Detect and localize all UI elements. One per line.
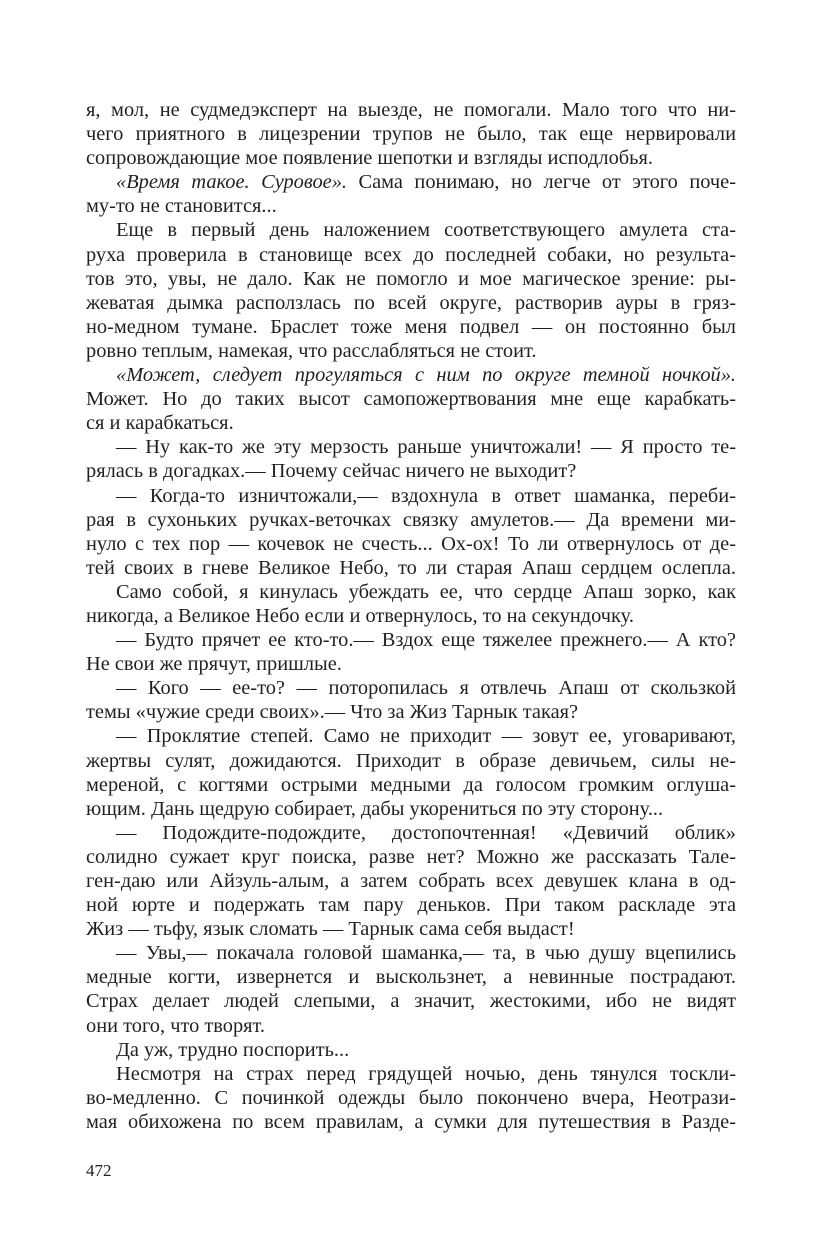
text-line: — Подождите-подождите, достопочтенная! «Девичий облик»: [116, 821, 736, 844]
text-line: Несмотря на страх перед грядущей ночью, день тянулся тоскли-: [116, 1062, 736, 1085]
text-line: «Время такое. Суровое». Сама понимаю, но легче от этого поче-: [116, 171, 736, 194]
text-line: — Ну как-то же эту мерзость раньше уничтожали! — Я просто те-: [116, 436, 736, 459]
text-line: мереной, с когтями острыми медными да голосом громким оглуша-: [86, 773, 736, 796]
text-line: во-медленно. С починкой одежды было покончено вчера, Неотрази-: [86, 1086, 736, 1109]
text-line: Да уж, трудно поспорить...: [116, 1038, 350, 1061]
text-line: жертвы сулят, дожидаются. Приходит в образе девичьем, силы не-: [86, 749, 736, 772]
text-line: руха проверила в становище всех до последней собаки, но результа-: [86, 243, 736, 266]
text-line: мая обихожена по всем правилам, а сумки для путешествия в Разде-: [86, 1110, 736, 1133]
italic-thought: «Может, следует прогуляться с ним по округе темной ночкой».: [116, 364, 736, 387]
text-line: я, мол, не судмедэксперт на выезде, не помогали. Мало того что ни-: [86, 99, 736, 121]
text-line: они того, что творят.: [86, 1014, 266, 1037]
text-line: Страх делает людей слепыми, а значит, жестокими, ибо не видят: [86, 990, 736, 1013]
text-line: Не свои же прячут, пришлые.: [86, 653, 342, 676]
text-line: чего приятного в лицезрении трупов не было, так еще нервировали: [86, 123, 736, 146]
text-line: — Увы,— покачала головой шаманка,— та, в чью душу вцепились: [116, 942, 736, 965]
text-line: ровно теплым, намекая, что расслабляться не стоит.: [86, 339, 537, 362]
text-line: Само собой, я кинулась убеждать ее, что сердце Апаш зорко, как: [116, 580, 736, 603]
text-line: тей своих в гневе Великое Небо, то ли старая Апаш сердцем ослепла.: [86, 556, 736, 579]
text-line: но-медном тумане. Браслет тоже меня подвел — он постоянно был: [86, 315, 736, 338]
page-number: 472: [86, 1161, 112, 1180]
italic-thought: «Время такое. Суровое».: [116, 171, 347, 194]
text-line: медные когти, извернется и выскользнет, а невинные пострадают.: [86, 966, 736, 989]
text-line: ся и карабкаться.: [86, 412, 234, 435]
text-line: [86, 363, 736, 387]
text-line: рая в сухоньких ручках-веточках связку амулетов.— Да времени ми-: [86, 508, 736, 531]
text-line: рялась в догадках.— Почему сейчас ничего не выходит?: [86, 460, 577, 483]
text-line: Может. Но до таких высот самопожертвования мне еще карабкать-: [86, 388, 736, 411]
text-line: ющим. Дань щедрую собирает, дабы укорениться по эту сторону...: [86, 797, 664, 820]
text-line: Еще в первый день наложением соответствующего амулета ста-: [116, 219, 736, 242]
page-text: [86, 98, 736, 1134]
text-line: никогда, а Великое Небо если и отвернулось, то на секундочку.: [86, 604, 634, 627]
text-line: ной юрте и подержать там пару деньков. При таком раскладе эта: [86, 894, 736, 917]
text-line: нуло с тех пор — кочевок не счесть... Ох-ох! То ли отвернулось от де-: [86, 532, 736, 555]
text-line: — Когда-то изничтожали,— вздохнула в ответ шаманка, переби-: [116, 484, 736, 507]
text-line: сопровождающие мое появление шепотки и взгляды исподлобья.: [86, 147, 653, 170]
text-line: — Будто прячет ее кто-то.— Вздох еще тяжелее прежнего.— А кто?: [116, 629, 736, 652]
text-line: ген-даю или Айзуль-алым, а затем собрать всех девушек клана в од-: [86, 870, 736, 892]
text-line: тов это, увы, не дало. Как не помогло и мое магическое зрение: ры-: [86, 267, 736, 290]
text-line: — Проклятие степей. Само не приходит — зовут ее, уговаривают,: [116, 725, 736, 748]
text-line: жеватая дымка расползлась по всей округе, растворив ауры в гряз-: [86, 291, 736, 314]
text-line: — Кого — ее-то? — поторопилась я отвлечь Апаш от скользкой: [116, 677, 736, 700]
text-line: темы «чужие среди своих».— Что за Жиз Тарнык такая?: [86, 701, 579, 724]
text-line: му-то не становится...: [86, 195, 277, 218]
text-line: солидно сужает круг поиска, разве нет? Можно же рассказать Тале-: [86, 845, 736, 868]
text-line: Жиз — тьфу, язык сломать — Тарнык сама себя выдаст!: [86, 918, 575, 941]
